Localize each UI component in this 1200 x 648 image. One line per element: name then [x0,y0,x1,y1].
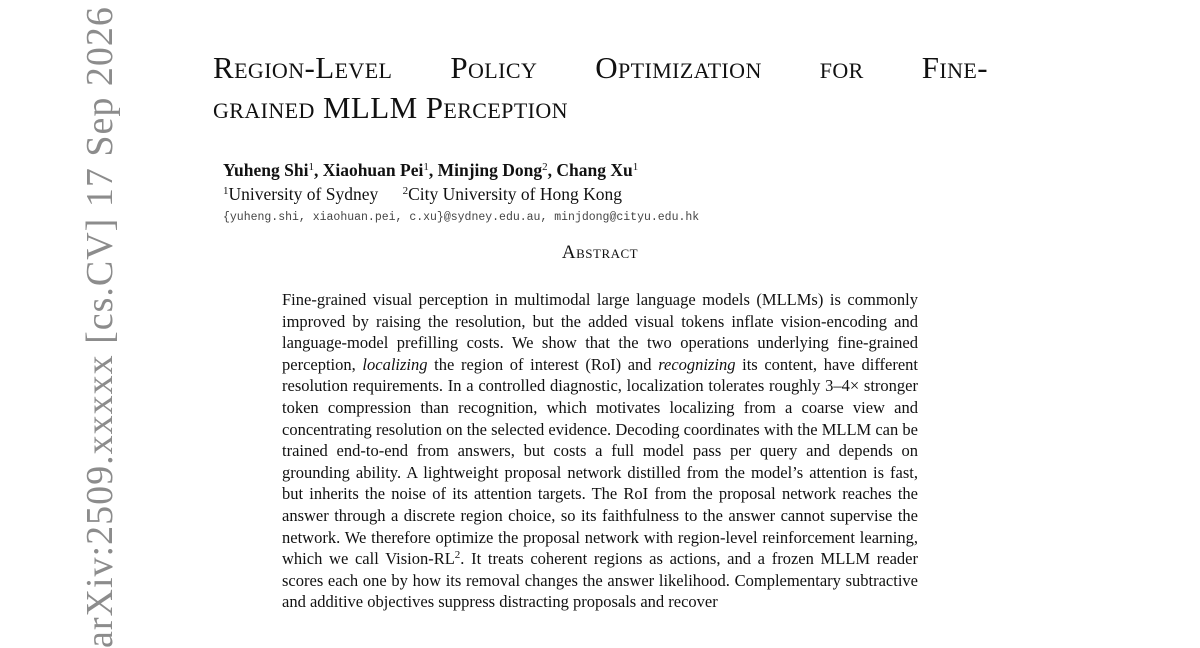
title-word: grained [213,90,323,125]
affiliation: $^2$City University of Hong Kong [402,184,622,204]
affiliation: $^1$University of Sydney [223,184,379,204]
affiliations [223,184,622,205]
abstract-heading: Abstract [561,242,639,263]
author: Minjing Dong$^2$, [437,160,557,180]
arxiv-stamp: arXiv:2509.xxxxx [cs.CV] 17 Sep 2026 [79,6,121,648]
author-list [223,160,638,181]
title-word: Optimization [595,50,762,85]
title-word: Perception [417,90,568,125]
title-word: Fine- [921,50,988,85]
author-emails: {yuheng.shi, xiaohuan.pei, c.xu}@sydney.edu.au, minjdong@cityu.edu.hk [223,211,700,224]
title-word: MLLM [322,90,418,125]
title-word: Policy [450,50,538,85]
title-line-2 [213,88,993,128]
author: Xiaohuan Pei$^1$, [322,160,438,180]
title-word: for [819,50,864,85]
author: Chang Xu$^1$ [556,160,639,180]
abstract-text: Fine-grained visual perception in multimodal large language models (MLLMs) is commonly improved by raising the resolution, but the added visual tokens inflate vision-encoding and language-model prefilling costs. We show that the two operations underlying fine-grained perception, localizing the region of interest (RoI) and recognizing its content, have different resolution requirements. In a controlled diagnostic, localization tolerates roughly 3–4× stronger token compression than recognition, which motivates localizing from a coarse view and concentrating resolution on the selected evidence. Decoding coordinates with the MLLM can be trained end-to-end from answers, but costs a full model pass per query and depends on grounding ability. A lightweight proposal network distilled from the model’s attention is fast, but inherits the noise of its attention targets. The RoI from the proposal network reaches the answer through a discrete region choice, so its faithfulness to the answer cannot supervise the network. We therefore optimize the proposal network with region-level reinforcement learning, which we call Vision-$RL^2$. It treats coherent regions as actions, and a frozen MLLM reader scores each one by how its removal changes the answer likelihood. Complementary subtractive and additive objectives suppress distracting proposals and recover [282,290,918,612]
title-line-1 [213,48,988,88]
author: Yuheng Shi$^1$, [223,160,323,180]
title-word: Region-Level [213,50,393,85]
paper-title [213,48,993,128]
